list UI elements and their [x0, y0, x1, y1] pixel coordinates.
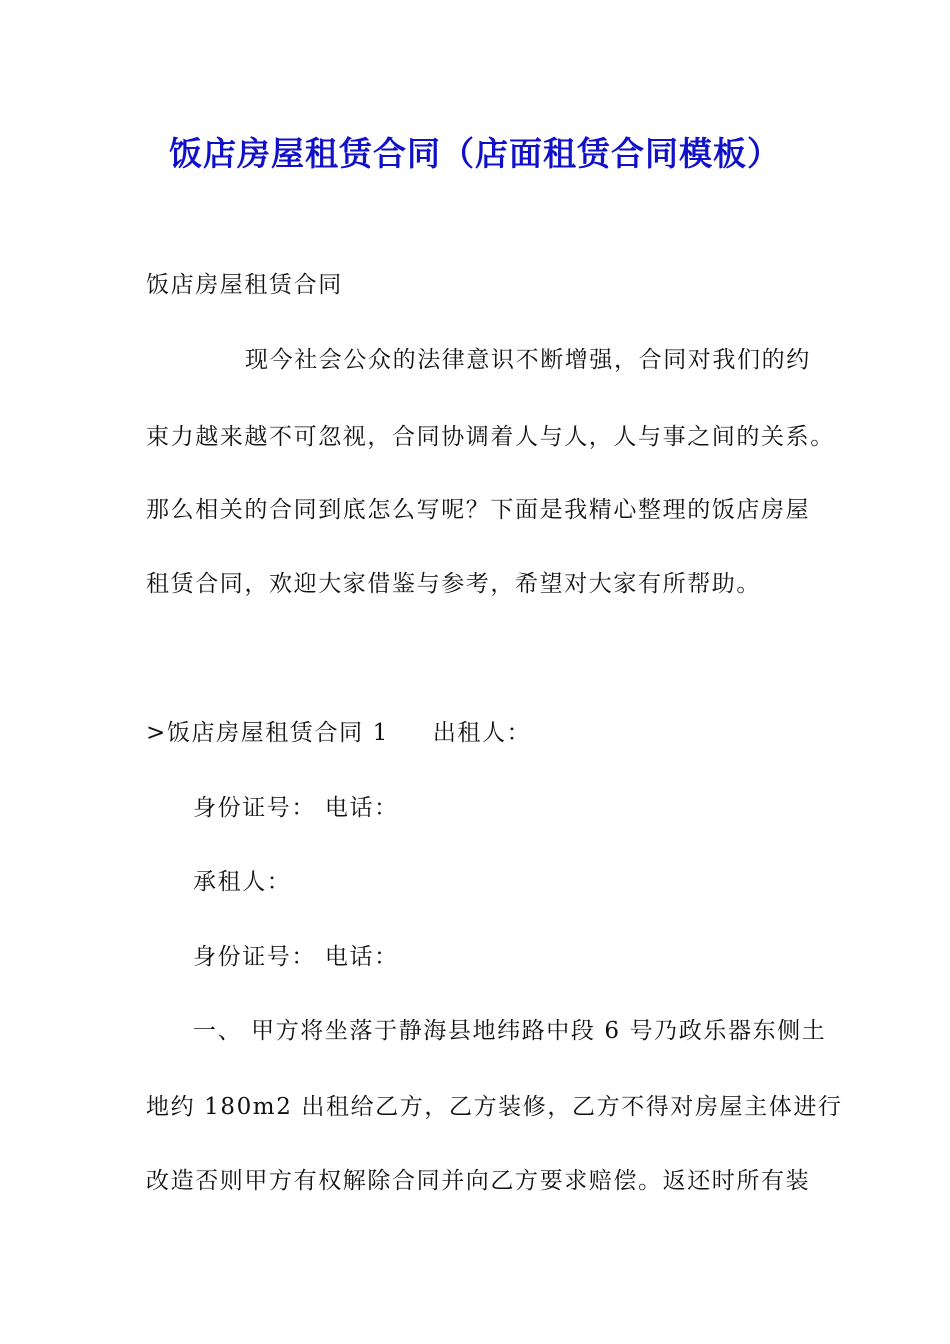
contract-section-line	[146, 718, 531, 748]
lessee-id-phone: 身份证号： 电话：	[193, 944, 399, 970]
clause-1-line-1: 一、 甲方将坐落于静海县地纬路中段 6 号乃政乐器东侧土	[193, 1018, 827, 1044]
intro-line-2: 束力越来越不可忽视，合同协调着人与人，人与事之间的关系。	[146, 424, 835, 450]
lessee-label: 承租人：	[193, 869, 292, 895]
intro-line-4: 租赁合同，欢迎大家借鉴与参考，希望对大家有所帮助。	[146, 571, 761, 597]
lessor-label: 出租人：	[432, 720, 532, 746]
lessor-id-phone: 身份证号： 电话：	[193, 795, 399, 821]
intro-line-3: 那么相关的合同到底怎么写呢？下面是我精心整理的饭店房屋	[146, 497, 811, 523]
clause-1-line-2: 地约 180m2 出租给乙方，乙方装修，乙方不得对房屋主体进行	[146, 1094, 843, 1120]
intro-line-1: 现今社会公众的法律意识不断增强，合同对我们的约	[245, 347, 811, 373]
document-title: 饭店房屋租赁合同（店面租赁合同模板）	[169, 134, 781, 173]
contract-section-label: >饭店房屋租赁合同 1	[146, 720, 389, 746]
clause-1-line-3: 改造否则甲方有权解除合同并向乙方要求赔偿。返还时所有装	[146, 1168, 811, 1194]
intro-heading: 饭店房屋租赁合同	[146, 272, 343, 298]
